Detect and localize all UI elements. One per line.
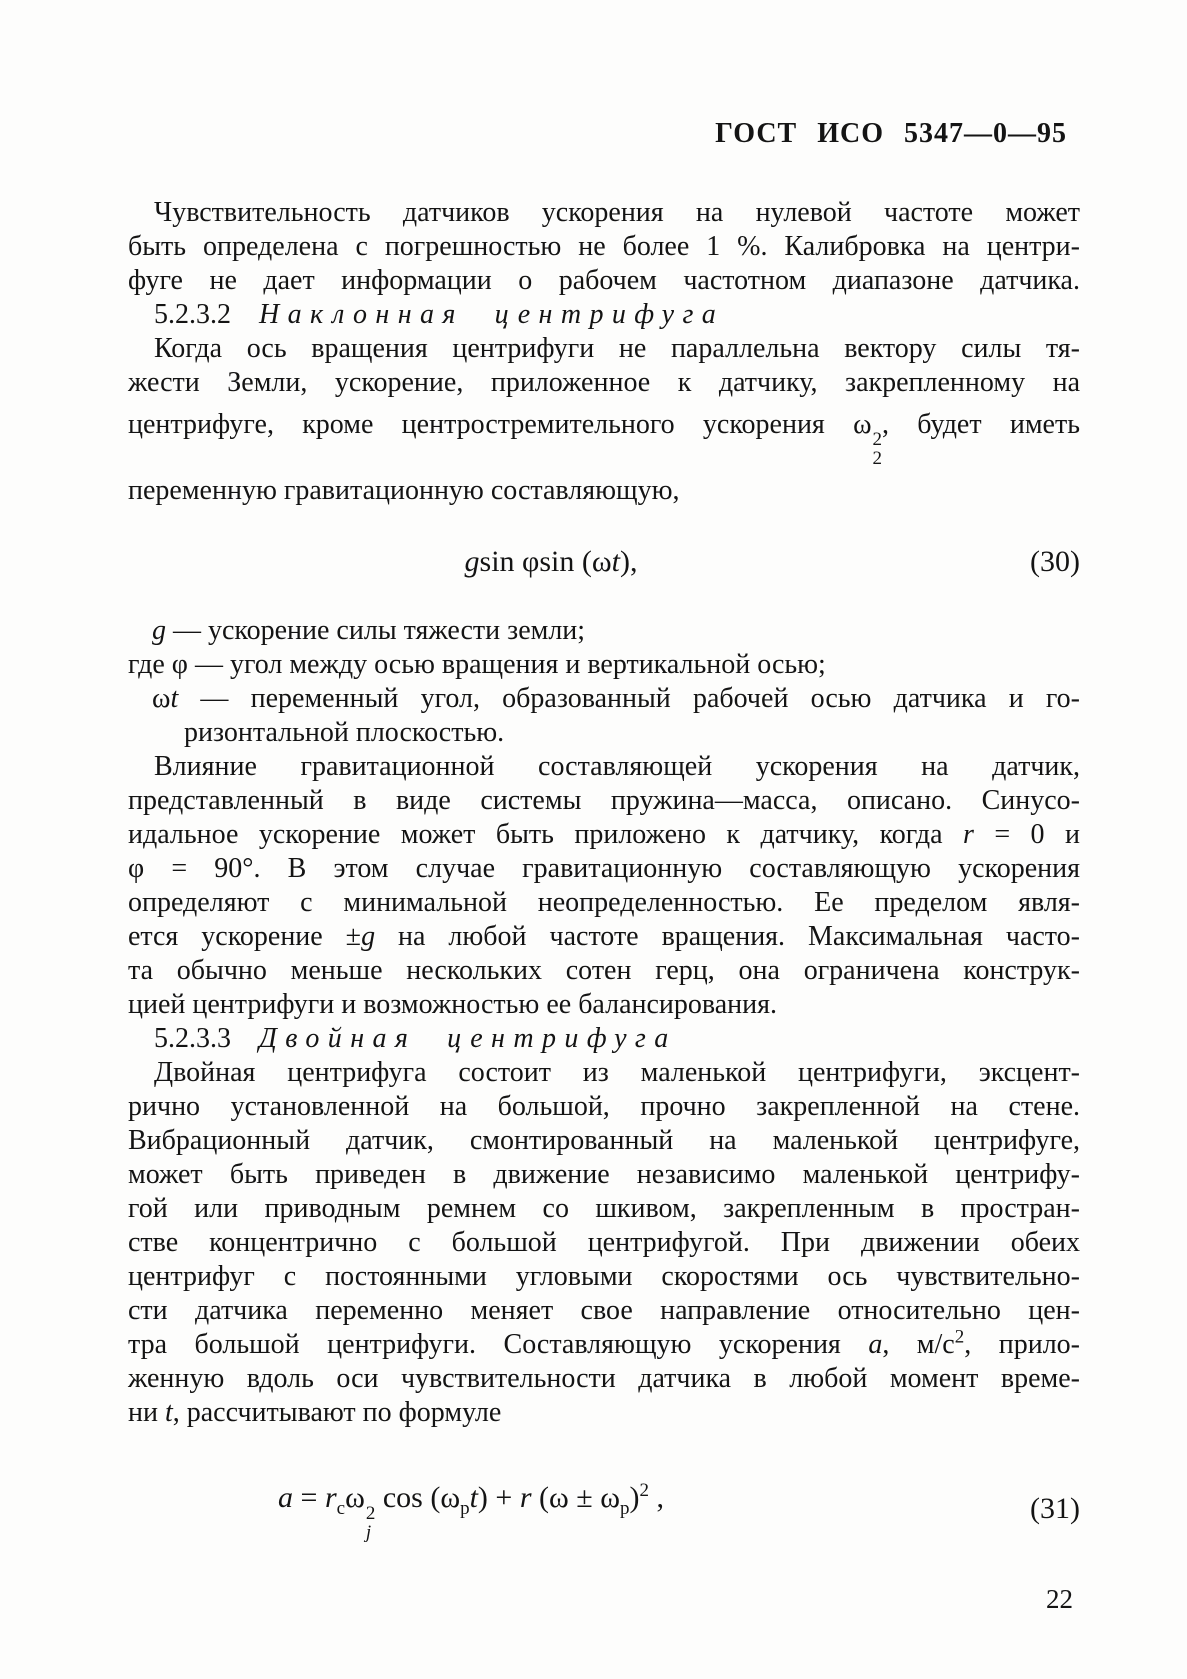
text-run: , будет иметь bbox=[882, 409, 1080, 440]
text-run: , м/с bbox=[882, 1328, 955, 1360]
section-heading-5233 bbox=[128, 1022, 1080, 1056]
variable-t: t bbox=[611, 544, 620, 578]
variable-r: r bbox=[324, 1480, 337, 1514]
text-run: , прило- bbox=[964, 1328, 1080, 1360]
definition-line bbox=[128, 614, 1080, 648]
variable-t: t bbox=[170, 682, 179, 714]
text-run: = bbox=[293, 1480, 325, 1514]
text-run: = 0 и bbox=[973, 818, 1080, 850]
text-run: ) bbox=[629, 1480, 640, 1514]
omega-symbol: ω bbox=[345, 1480, 365, 1514]
variable-a: a bbox=[278, 1480, 294, 1514]
omega-symbol: ω bbox=[440, 1480, 461, 1514]
subscript: 2 bbox=[872, 447, 883, 469]
text-column bbox=[128, 196, 1080, 1542]
formula-30-body bbox=[100, 540, 1002, 584]
variable-t: t bbox=[469, 1480, 478, 1514]
text-run: — переменный угол, образованный рабочей осью датчика и го- bbox=[178, 682, 1080, 714]
paragraph-line bbox=[128, 818, 1080, 852]
paragraph-line: быть определена с погрешностью не более 1 %. Калибровка на центри- bbox=[128, 231, 1080, 262]
text-run: тра большой центрифуги. Составляющую ускорения bbox=[128, 1328, 869, 1360]
variable-r: r bbox=[519, 1480, 532, 1514]
paragraph-line: Влияние гравитационной составляющей ускорения на датчик, bbox=[154, 750, 1080, 782]
page-number: 22 bbox=[1046, 1584, 1073, 1615]
sup-sub-stack bbox=[873, 430, 883, 468]
paragraph-line: женную вдоль оси чувствительности датчика в любой момент време- bbox=[128, 1362, 1080, 1394]
subscript: p bbox=[619, 1497, 630, 1519]
doc-number: ГОСТ ИСО 5347—0—95 bbox=[715, 118, 1067, 149]
superscript: 2 bbox=[954, 1326, 965, 1348]
variable-g: g bbox=[152, 614, 166, 646]
formula-30 bbox=[128, 540, 1080, 584]
paragraph-line: определяют с минимальной неопределенностью. Ее пределом явля- bbox=[128, 886, 1080, 918]
text-run: ), bbox=[619, 544, 638, 578]
section-number: 5.2.3.3 bbox=[154, 1022, 231, 1054]
variable-g: g bbox=[464, 544, 480, 578]
formula-number-30: (30) bbox=[1030, 544, 1080, 578]
text-run: на любой частоте вращения. Максимальная часто- bbox=[375, 920, 1080, 952]
text-run: sin bbox=[479, 544, 523, 578]
definition-line bbox=[128, 682, 1080, 716]
section-title: Наклонная центрифуга bbox=[259, 299, 725, 330]
section-heading-5232 bbox=[128, 298, 1080, 332]
paragraph-line: гой или приводным ремнем со шкивом, закрепленным в простран- bbox=[128, 1192, 1080, 1224]
paragraph-line: представленный в виде системы пружина—масса, описано. Синусо- bbox=[128, 784, 1080, 816]
paragraph-line: может быть приведен в движение независимо маленькой центрифу- bbox=[128, 1158, 1080, 1190]
variable-t: t bbox=[164, 1396, 173, 1428]
section-number: 5.2.3.2 bbox=[154, 299, 231, 330]
superscript: 2 bbox=[872, 428, 883, 450]
text-run: ) + bbox=[477, 1480, 520, 1514]
subscript: p bbox=[460, 1497, 470, 1519]
sup-sub-stack bbox=[366, 1504, 376, 1542]
paragraph-line: фуге не дает информации о рабочем частотном диапазоне датчика. bbox=[128, 265, 1080, 296]
subscript: c bbox=[336, 1497, 346, 1519]
paragraph-line: центрифуг с постоянными угловыми скоростями ось чувствительно- bbox=[128, 1260, 1080, 1292]
text-run: , рассчитывают по формуле bbox=[172, 1396, 502, 1428]
formula-31 bbox=[128, 1476, 1080, 1543]
paragraph-line: переменную гравитационную составляющую, bbox=[128, 474, 680, 506]
omega-symbol: ω bbox=[853, 409, 872, 440]
section-title: Двойная центрифуга bbox=[259, 1022, 677, 1054]
text-run: , bbox=[648, 1480, 664, 1514]
paragraph-line bbox=[128, 1328, 1080, 1362]
text-run: где bbox=[128, 648, 172, 680]
formula-31-body bbox=[20, 1476, 922, 1543]
variable-g: g bbox=[361, 920, 376, 952]
paragraph-line: Чувствительность датчиков ускорения на нулевой частоте может bbox=[154, 197, 1080, 228]
definition-line: ризонтальной плоскостью. bbox=[184, 716, 505, 748]
phi-symbol: φ bbox=[171, 648, 188, 680]
paragraph-line: Когда ось вращения центрифуги не параллельна вектору силы тя- bbox=[154, 333, 1080, 364]
paragraph-line: цией центрифуги и возможностью ее балансирования. bbox=[128, 988, 778, 1020]
omega-symbol: ω bbox=[591, 544, 612, 578]
paragraph-line bbox=[128, 920, 1080, 954]
superscript: 2 bbox=[639, 1479, 649, 1501]
paragraph-line: стве концентрично с большой центрифугой. При движении обеих bbox=[128, 1226, 1080, 1258]
text-run: — угол между осью вращения и вертикальной осью; bbox=[187, 648, 826, 680]
formula-number-31: (31) bbox=[1030, 1492, 1080, 1526]
paragraph-line bbox=[128, 1396, 1080, 1430]
text-run: центрифуге, кроме центростремительного ускорения bbox=[128, 409, 854, 440]
variable-a: a bbox=[868, 1328, 883, 1360]
subscript: j bbox=[365, 1522, 372, 1544]
superscript: 2 bbox=[365, 1503, 376, 1525]
paragraph-line: жести Земли, ускорение, приложенное к датчику, закрепленному на bbox=[128, 367, 1080, 398]
definition-line bbox=[128, 648, 1080, 682]
text-run: sin ( bbox=[539, 544, 592, 578]
text-run: идальное ускорение может быть приложено к датчику, когда bbox=[128, 818, 963, 850]
text-run: ни bbox=[128, 1396, 165, 1428]
paragraph-line: та обычно меньше нескольких сотен герц, она ограничена конструк- bbox=[128, 954, 1080, 986]
phi-symbol: φ bbox=[522, 544, 540, 578]
paragraph-line: Двойная центрифуга состоит из маленькой центрифуги, эксцент- bbox=[154, 1056, 1080, 1088]
text-run: (ω ± ω bbox=[531, 1480, 620, 1514]
variable-r: r bbox=[962, 818, 974, 850]
paragraph-line: φ = 90°. В этом случае гравитационную составляющую ускорения bbox=[128, 852, 1080, 884]
text-run: ется ускорение ± bbox=[128, 920, 362, 952]
paragraph-line bbox=[128, 400, 1080, 474]
paragraph-line: сти датчика переменно меняет свое направление относительно цен- bbox=[128, 1294, 1080, 1326]
text-run: — ускорение силы тяжести земли; bbox=[166, 614, 586, 646]
text-run: cos bbox=[375, 1480, 431, 1514]
paragraph-line: Вибрационный датчик, смонтированный на маленькой центрифуге, bbox=[128, 1124, 1080, 1156]
omega-symbol: ω bbox=[152, 682, 171, 714]
paragraph-line: рично установленной на большой, прочно закрепленной на стене. bbox=[128, 1090, 1080, 1122]
text-run: ( bbox=[430, 1480, 441, 1514]
